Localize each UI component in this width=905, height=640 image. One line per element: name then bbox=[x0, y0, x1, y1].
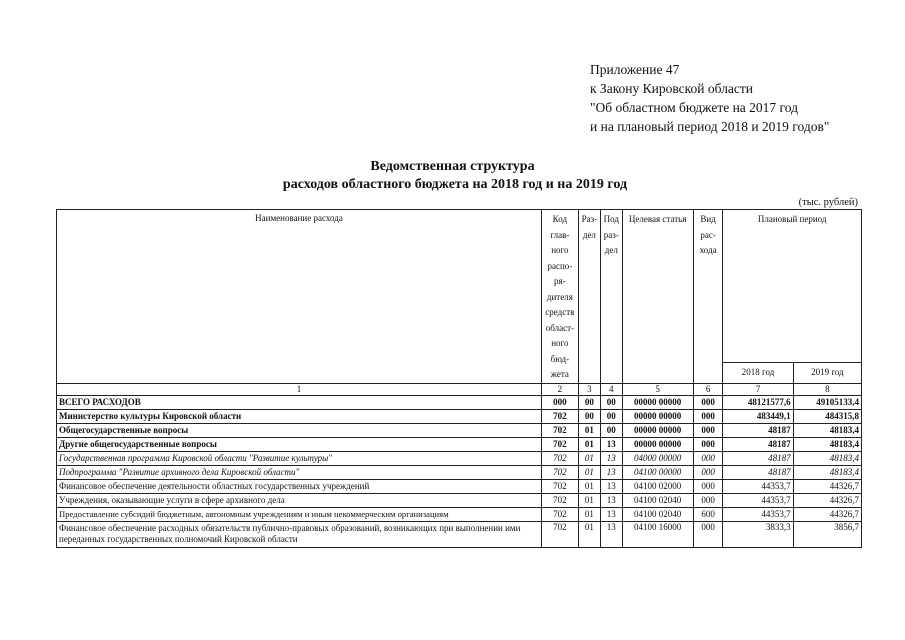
cell-name: Учреждения, оказывающие услуги в сфере архивного дела bbox=[57, 493, 542, 507]
cell-type: 000 bbox=[693, 423, 723, 437]
column-number: 2 bbox=[542, 383, 579, 395]
cell-target: 00000 00000 bbox=[622, 395, 693, 409]
cell-value-2018: 483449,1 bbox=[723, 409, 793, 423]
header-code-line: жета bbox=[550, 369, 569, 379]
column-number: 4 bbox=[601, 383, 622, 395]
cell-type: 000 bbox=[693, 437, 723, 451]
cell-code: 702 bbox=[542, 521, 579, 547]
table-row bbox=[57, 409, 862, 423]
header-code-line: бюд- bbox=[550, 353, 570, 364]
cell-subsection: 13 bbox=[601, 437, 622, 451]
cell-name: Подпрограмма "Развитие архивного дела Кировской области" bbox=[57, 465, 542, 479]
table-row bbox=[57, 437, 862, 451]
cell-name: Министерство культуры Кировской области bbox=[57, 409, 542, 423]
cell-subsection: 13 bbox=[601, 451, 622, 465]
column-number: 3 bbox=[578, 383, 600, 395]
units-label: (тыс. рублей) bbox=[798, 197, 858, 208]
header-type-line: рас- bbox=[700, 229, 716, 240]
header-row bbox=[57, 210, 862, 363]
column-number: 7 bbox=[723, 383, 793, 395]
cell-section: 00 bbox=[578, 409, 600, 423]
cell-value-2018: 3833,3 bbox=[723, 521, 793, 547]
cell-subsection: 13 bbox=[601, 521, 622, 547]
cell-value-2018: 48187 bbox=[723, 465, 793, 479]
table-row bbox=[57, 395, 862, 409]
appendix-line: к Закону Кировской области bbox=[590, 81, 754, 96]
document-title: Ведомственная структура bbox=[370, 159, 535, 174]
cell-target: 00000 00000 bbox=[622, 423, 693, 437]
cell-code: 702 bbox=[542, 479, 579, 493]
cell-value-2018: 48187 bbox=[723, 451, 793, 465]
cell-value-2019: 44326,7 bbox=[793, 479, 861, 493]
appendix-reference bbox=[590, 60, 829, 136]
header-code-line: распо- bbox=[547, 260, 573, 271]
cell-target: 04000 00000 bbox=[622, 451, 693, 465]
header-code-line: област- bbox=[545, 322, 574, 333]
table-row bbox=[57, 507, 862, 521]
cell-target: 00000 00000 bbox=[622, 409, 693, 423]
cell-code: 702 bbox=[542, 423, 579, 437]
header-target: Целевая статья bbox=[622, 210, 693, 384]
cell-code: 000 bbox=[542, 395, 579, 409]
cell-type: 000 bbox=[693, 409, 723, 423]
cell-name: Общегосударственные вопросы bbox=[57, 423, 542, 437]
cell-section: 01 bbox=[578, 437, 600, 451]
cell-name: Финансовое обеспечение расходных обязательств публично-правовых образований, возникающих при выполнении ими переданных государственных полномочий Кировской области bbox=[57, 521, 542, 547]
cell-section: 01 bbox=[578, 465, 600, 479]
cell-subsection: 00 bbox=[601, 409, 622, 423]
cell-section: 01 bbox=[578, 423, 600, 437]
header-section-line: дел bbox=[582, 229, 596, 240]
header-code-line: ного bbox=[551, 338, 569, 348]
cell-subsection: 13 bbox=[601, 493, 622, 507]
cell-target: 04100 00000 bbox=[622, 465, 693, 479]
cell-code: 702 bbox=[542, 507, 579, 521]
cell-value-2019: 49105133,4 bbox=[793, 395, 861, 409]
column-number: 6 bbox=[693, 383, 723, 395]
cell-section: 01 bbox=[578, 451, 600, 465]
header-code bbox=[542, 210, 579, 384]
cell-value-2018: 44353,7 bbox=[723, 493, 793, 507]
cell-type: 000 bbox=[693, 465, 723, 479]
cell-value-2019: 48183,4 bbox=[793, 423, 861, 437]
cell-value-2019: 484315,8 bbox=[793, 409, 861, 423]
cell-type: 600 bbox=[693, 507, 723, 521]
cell-type: 000 bbox=[693, 479, 723, 493]
cell-code: 702 bbox=[542, 465, 579, 479]
header-type-line: Вид bbox=[700, 214, 716, 224]
cell-name: ВСЕГО РАСХОДОВ bbox=[57, 395, 542, 409]
cell-name: Предоставление субсидий бюджетным, автономным учреждениям и иным некоммерческим организациям bbox=[57, 507, 542, 521]
header-name: Наименование расхода bbox=[57, 210, 542, 384]
header-subsection-line: Под bbox=[603, 214, 619, 224]
column-number: 5 bbox=[622, 383, 693, 395]
cell-section: 01 bbox=[578, 493, 600, 507]
cell-value-2018: 44353,7 bbox=[723, 479, 793, 493]
cell-value-2018: 48187 bbox=[723, 423, 793, 437]
table-row bbox=[57, 521, 862, 547]
appendix-line: и на плановый период 2018 и 2019 годов" bbox=[590, 119, 830, 134]
cell-target: 04100 02040 bbox=[622, 493, 693, 507]
table-row bbox=[57, 493, 862, 507]
cell-target: 04100 02000 bbox=[622, 479, 693, 493]
cell-value-2019: 48183,4 bbox=[793, 437, 861, 451]
cell-name: Другие общегосударственные вопросы bbox=[57, 437, 542, 451]
table-row bbox=[57, 479, 862, 493]
cell-type: 000 bbox=[693, 521, 723, 547]
cell-value-2018: 48121577,6 bbox=[723, 395, 793, 409]
header-code-line: средств bbox=[545, 307, 575, 317]
cell-value-2019: 3856,7 bbox=[793, 521, 861, 547]
cell-target: 00000 00000 bbox=[622, 437, 693, 451]
budget-table bbox=[56, 209, 862, 548]
header-year-2019: 2019 год bbox=[793, 363, 861, 383]
table-row bbox=[57, 451, 862, 465]
cell-value-2018: 48187 bbox=[723, 437, 793, 451]
cell-section: 00 bbox=[578, 395, 600, 409]
header-year-2018: 2018 год bbox=[723, 363, 793, 383]
cell-value-2018: 44353,7 bbox=[723, 507, 793, 521]
cell-code: 702 bbox=[542, 437, 579, 451]
cell-code: 702 bbox=[542, 409, 579, 423]
cell-section: 01 bbox=[578, 521, 600, 547]
cell-code: 702 bbox=[542, 451, 579, 465]
cell-subsection: 13 bbox=[601, 465, 622, 479]
document-subtitle: расходов областного бюджета на 2018 год и на 2019 год bbox=[282, 177, 628, 192]
appendix-line: Приложение 47 bbox=[590, 62, 680, 77]
cell-value-2019: 44326,7 bbox=[793, 507, 861, 521]
cell-value-2019: 44326,7 bbox=[793, 493, 861, 507]
column-number: 8 bbox=[793, 383, 861, 395]
header-code-line: Код bbox=[552, 214, 568, 224]
cell-type: 000 bbox=[693, 451, 723, 465]
cell-subsection: 00 bbox=[601, 395, 622, 409]
table-row bbox=[57, 423, 862, 437]
header-code-line: ного bbox=[551, 245, 569, 255]
header-section bbox=[578, 210, 600, 384]
header-code-line: глав- bbox=[550, 229, 570, 240]
header-planned: Плановый период bbox=[723, 210, 862, 363]
table-row bbox=[57, 465, 862, 479]
cell-section: 01 bbox=[578, 479, 600, 493]
header-type bbox=[693, 210, 723, 384]
cell-section: 01 bbox=[578, 507, 600, 521]
cell-type: 000 bbox=[693, 395, 723, 409]
header-subsection bbox=[601, 210, 622, 384]
appendix-line: "Об областном бюджете на 2017 год bbox=[590, 100, 798, 115]
cell-subsection: 13 bbox=[601, 479, 622, 493]
cell-name: Финансовое обеспечение деятельности областных государственных учреждений bbox=[57, 479, 542, 493]
column-numbers-row bbox=[57, 383, 862, 395]
header-code-line: дителя bbox=[546, 291, 573, 302]
cell-target: 04100 16000 bbox=[622, 521, 693, 547]
header-code-line: ря- bbox=[554, 276, 566, 286]
header-subsection-line: раз- bbox=[603, 229, 619, 240]
header-type-line: хода bbox=[699, 245, 717, 255]
cell-name: Государственная программа Кировской области "Развитие культуры" bbox=[57, 451, 542, 465]
cell-subsection: 13 bbox=[601, 507, 622, 521]
cell-subsection: 00 bbox=[601, 423, 622, 437]
cell-value-2019: 48183,4 bbox=[793, 451, 861, 465]
cell-type: 000 bbox=[693, 493, 723, 507]
column-number: 1 bbox=[57, 383, 542, 395]
header-subsection-line: дел bbox=[604, 245, 618, 255]
cell-target: 04100 02040 bbox=[622, 507, 693, 521]
cell-value-2019: 48183,4 bbox=[793, 465, 861, 479]
cell-code: 702 bbox=[542, 493, 579, 507]
header-section-line: Раз- bbox=[581, 214, 598, 224]
